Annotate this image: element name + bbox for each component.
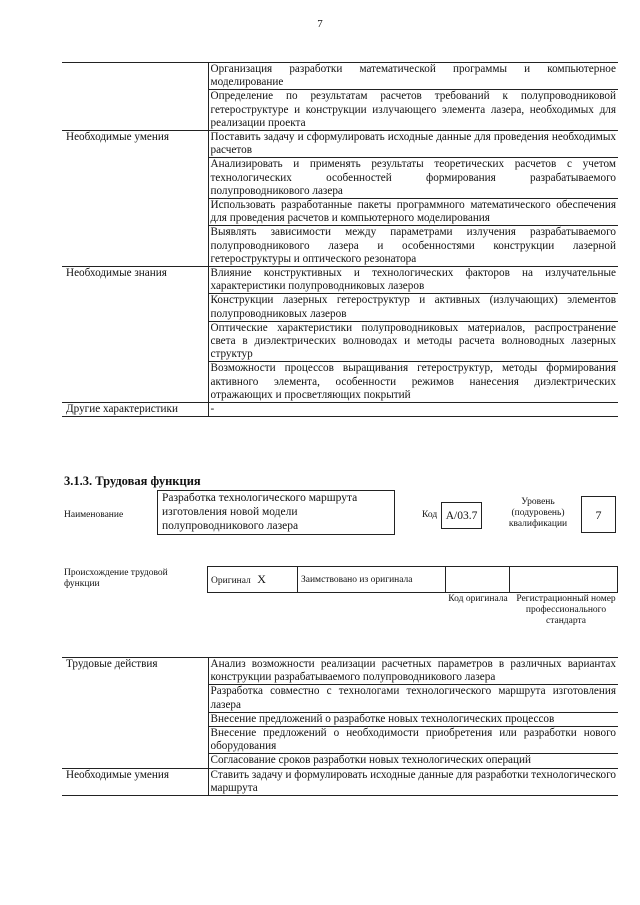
- borrowed-cell: Заимствовано из оригинала: [298, 567, 446, 593]
- level-box: 7: [581, 496, 616, 533]
- table-cell: Использовать разработанные пакеты программного математического обеспечения для проведения расчетов и компьютерного моделирования: [208, 199, 618, 226]
- function-name-box: Разработка технологического маршрута изготовления новой модели полупроводникового лазера: [157, 490, 395, 535]
- original-label: Оригинал: [211, 576, 251, 586]
- code-original-cell: [446, 567, 510, 593]
- row-label: [62, 63, 208, 131]
- table-cell: Поставить задачу и сформулировать исходные данные для проведения необходимых расчетов: [208, 131, 618, 158]
- level-label: Уровень (подуровень) квалификации: [508, 497, 568, 529]
- code-original-caption: Код оригинала: [448, 594, 508, 604]
- reg-number-caption: Регистрационный номер профессионального стандарта: [516, 594, 616, 626]
- table-cell: Анализ возможности реализации расчетных параметров в различных вариантах конструкции разрабатываемого полупроводникового лазера: [208, 658, 618, 685]
- reg-number-cell: [510, 567, 618, 593]
- name-label: Наименование: [64, 510, 124, 520]
- row-label-actions: Трудовые действия: [62, 658, 208, 769]
- function-code-box: А/03.7: [441, 502, 482, 529]
- origin-table: [207, 566, 618, 593]
- row-label-skills: Необходимые умения: [62, 131, 208, 267]
- table-cell: Оптические характеристики полупроводниковых материалов, распространение света в диэлектрических волноводах и методы расчета волноводных лазерных структур: [208, 321, 618, 362]
- requirements-table-2: [62, 657, 618, 796]
- original-mark: X: [257, 572, 266, 586]
- table-cell: Согласование сроков разработки новых технологических операций: [208, 754, 618, 768]
- table-cell: Влияние конструктивных и технологических факторов на излучательные характеристики полупроводниковых лазеров: [208, 267, 618, 294]
- section-title: 3.1.3. Трудовая функция: [64, 474, 201, 488]
- row-label-knowledge: Необходимые знания: [62, 267, 208, 403]
- table-cell: Разработка совместно с технологами технологического маршрута изготовления лазера: [208, 685, 618, 712]
- row-label-skills: Необходимые умения: [62, 768, 208, 795]
- table-cell: Анализировать и применять результаты теоретических расчетов с учетом технологических особенностей формирования разрабатываемого полупроводникового лазера: [208, 158, 618, 199]
- code-label: Код: [422, 510, 438, 520]
- requirements-table-1: [62, 62, 618, 417]
- table-cell: -: [208, 403, 618, 417]
- table-cell: Выявлять зависимости между параметрами излучения разрабатываемого полупроводникового лазера и особенностями конструкции лазерной гетероструктуры и оптического резонатора: [208, 226, 618, 267]
- page-number: 7: [317, 18, 323, 30]
- table-cell: Внесение предложений о разработке новых технологических процессов: [208, 712, 618, 726]
- origin-label: Происхождение трудовой функции: [64, 568, 168, 589]
- table-cell: Внесение предложений о необходимости приобретения или разработки нового оборудования: [208, 727, 618, 754]
- table-cell: Возможности процессов выращивания гетероструктур, методы формирования активного элемента, особенности режимов нанесения диэлектрических отражающих и просветляющих покрытий: [208, 362, 618, 403]
- row-label-other: Другие характеристики: [62, 403, 208, 417]
- original-cell: [208, 567, 298, 593]
- table-cell: Конструкции лазерных гетероструктур и активных (излучающих) элементов полупроводниковых лазеров: [208, 294, 618, 321]
- table-cell: Ставить задачу и формулировать исходные данные для разработки технологического маршрута: [208, 768, 618, 795]
- table-cell: Определение по результатам расчетов требований к полупроводниковой гетероструктуре и конструкции излучающего элемента лазера, необходимых для реализации проекта: [208, 90, 618, 131]
- table-cell: Организация разработки математической программы и компьютерное моделирование: [208, 63, 618, 90]
